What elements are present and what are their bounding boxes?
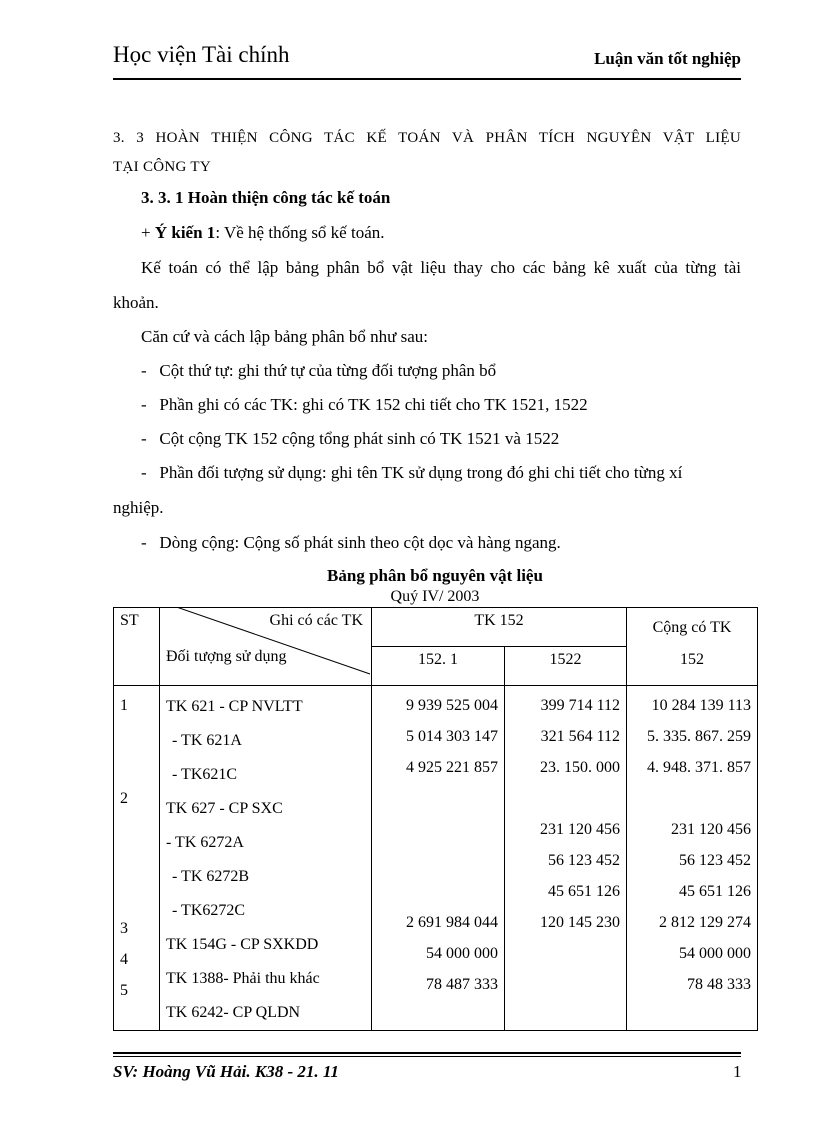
opinion-line <box>141 216 385 250</box>
bullet-item-continuation: nghiệp. <box>113 498 164 517</box>
value-total: 56 123 452 <box>679 852 752 869</box>
stt-value <box>120 814 159 845</box>
value-total: 45 651 126 <box>679 883 752 900</box>
section-title-line-1: 3. 3 HOÀN THIỆN CÔNG TÁC KẾ TOÁN VÀ PHÂN TÍCH NGUYÊN VẬT LIỆU <box>113 130 741 146</box>
object-column <box>160 686 372 1031</box>
value-1521: 9 939 525 004 <box>406 697 498 714</box>
bullet-item: - Dòng cộng: Cộng số phát sinh theo cột dọc và hàng ngang. <box>141 533 561 552</box>
object-value: TK 154G - CP SXKDD <box>166 936 319 953</box>
student-info: SV: Hoàng Vũ Hải. K38 - 21. 11 <box>113 1062 339 1081</box>
value-total: 10 284 139 113 <box>651 697 752 714</box>
value-total: 54 000 000 <box>679 945 752 962</box>
header-1522: 1522 <box>505 647 627 686</box>
value-1522: 321 564 112 <box>540 728 621 745</box>
value-1521 <box>372 845 498 876</box>
stt-value <box>120 752 159 783</box>
header-total-line-2: 152 <box>680 651 705 668</box>
value-1521: 5 014 303 147 <box>406 728 498 745</box>
value-total: 5. 335. 867. 259 <box>647 728 752 745</box>
value-1522: 231 120 456 <box>540 821 621 838</box>
value-1521 <box>372 814 498 845</box>
opinion-label: Ý kiến 1 <box>154 223 216 242</box>
value-1521: 2 691 984 044 <box>406 914 498 931</box>
value-1521: 54 000 000 <box>426 945 498 962</box>
col-1522 <box>505 686 627 1031</box>
value-1522: 120 145 230 <box>540 914 621 931</box>
bullet-item: - Cột cộng TK 152 cộng tổng phát sinh có TK 1521 và 1522 <box>141 429 560 448</box>
object-value: - TK 621A <box>172 732 242 749</box>
header-rule <box>113 78 741 80</box>
object-value: - TK6272C <box>172 902 246 919</box>
value-1521 <box>372 876 498 907</box>
allocation-table <box>113 607 758 1031</box>
table-title: Bảng phân bổ nguyên vật liệu <box>327 566 543 585</box>
value-1522: 23. 150. 000 <box>540 759 621 776</box>
object-value: - TK 6272A <box>166 834 244 851</box>
value-total: 231 120 456 <box>671 821 752 838</box>
col-1521 <box>372 686 505 1031</box>
header-diagonal-cell <box>160 608 372 686</box>
object-value: TK 1388- Phải thu khác <box>166 970 320 987</box>
object-value: TK 6242- CP QLDN <box>166 1004 301 1021</box>
value-total: 78 48 333 <box>687 976 752 993</box>
page-number: 1 <box>733 1062 742 1081</box>
footer-rule-thin <box>113 1056 741 1057</box>
value-1522: 56 123 452 <box>548 852 621 869</box>
object-value: TK 621 - CP NVLTT <box>166 698 303 715</box>
table-subtitle: Quý IV/ 2003 <box>390 588 480 605</box>
header-1521: 152. 1 <box>372 647 505 686</box>
page-header <box>113 40 741 74</box>
opinion-text: : Về hệ thống sổ kế toán. <box>215 223 385 242</box>
bullet-item: - Phần ghi có các TK: ghi có TK 152 chi tiết cho TK 1521, 1522 <box>141 395 588 414</box>
stt-column <box>114 686 160 1031</box>
value-total: 4. 948. 371. 857 <box>647 759 752 776</box>
paragraph-2: Căn cứ và cách lập bảng phân bổ như sau: <box>141 327 429 346</box>
stt-value <box>120 845 159 876</box>
header-ghi-co: Ghi có các TK <box>269 612 363 629</box>
stt-value <box>120 876 159 907</box>
opinion-prefix: + <box>141 223 155 242</box>
stt-value: 3 <box>120 920 128 937</box>
value-1522: 399 714 112 <box>540 697 621 714</box>
value-1521: 4 925 221 857 <box>406 759 498 776</box>
value-1522: 45 651 126 <box>548 883 621 900</box>
stt-value: 4 <box>120 951 128 968</box>
value-total: 2 812 129 274 <box>659 914 752 931</box>
paragraph-1-line-2: khoản. <box>113 293 159 312</box>
value-1522 <box>505 969 620 1000</box>
stt-value: 1 <box>120 697 128 714</box>
footer-rule <box>113 1052 741 1054</box>
header-stt: ST <box>114 608 160 686</box>
header-total <box>627 608 758 686</box>
section-subtitle: 3. 3. 1 Hoàn thiện công tác kế toán <box>141 188 391 207</box>
bullet-item: - Phần đối tượng sử dụng: ghi tên TK sử dụng trong đó ghi chi tiết cho từng xí <box>141 463 683 482</box>
value-1521 <box>372 783 498 814</box>
header-tk152: TK 152 <box>372 608 627 647</box>
section-title-line-2: TẠI CÔNG TY <box>113 159 212 175</box>
stt-value: 5 <box>120 982 128 999</box>
stt-value: 2 <box>120 790 128 807</box>
col-total <box>627 686 758 1031</box>
object-value: - TK 6272B <box>172 868 250 885</box>
stt-value <box>120 721 159 752</box>
bullet-item: - Cột thứ tự: ghi thứ tự của từng đối tượng phân bổ <box>141 361 497 380</box>
institution-name: Học viện Tài chính <box>113 42 290 67</box>
object-value: - TK621C <box>172 766 238 783</box>
paragraph-1-line-1: Kế toán có thể lập bảng phân bổ vật liệu thay cho các bảng kê xuất của từng tài <box>141 258 741 277</box>
value-1522 <box>505 938 620 969</box>
header-total-line-1: Cộng có TK <box>652 619 732 636</box>
value-total <box>627 783 751 814</box>
header-doi-tuong: Đối tượng sử dụng <box>166 648 287 665</box>
document-type: Luận văn tốt nghiệp <box>594 49 741 68</box>
value-1522 <box>505 783 620 814</box>
value-1521: 78 487 333 <box>426 976 498 993</box>
object-value: TK 627 - CP SXC <box>166 800 283 817</box>
